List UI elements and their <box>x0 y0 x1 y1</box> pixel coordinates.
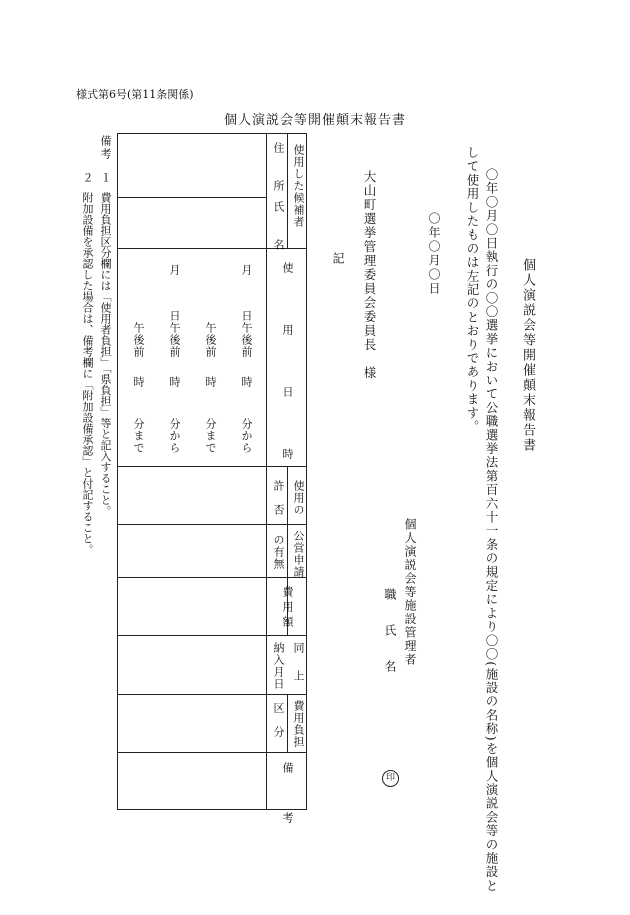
minute-label: 分まで <box>204 418 217 454</box>
body-paragraph-line2: して使用したものは左記のとおりであります。 <box>465 146 480 434</box>
cost-amount-label: 費用額 <box>281 586 294 631</box>
payment-label-b: 納入月日 <box>272 642 285 690</box>
column-divider <box>266 134 267 809</box>
report-date: 〇年〇月〇日 <box>427 212 441 296</box>
document-title: 個人演説会等開催顛末報告書 <box>223 113 406 128</box>
cost-burden-label-b: 区 分 <box>272 702 285 738</box>
hour-label: 時 <box>168 376 181 388</box>
permission-label-b: 許 否 <box>272 480 285 516</box>
name-label: 氏 名 <box>272 201 285 258</box>
usage-cell <box>192 264 228 464</box>
row-divider <box>118 752 306 753</box>
month-label: 月 <box>168 264 181 276</box>
address-label: 住 所 <box>272 142 285 199</box>
minute-label: 分まで <box>132 418 145 454</box>
cost-burden-label-a: 費用負担 <box>292 700 305 748</box>
usage-cell <box>120 264 156 464</box>
month-label: 月 <box>240 264 253 276</box>
public-application-label-a: 公営申請 <box>292 530 305 578</box>
day-label: 日 <box>168 310 181 322</box>
manager-name-label: 職 氏 名 <box>383 588 397 678</box>
row-divider <box>118 466 306 467</box>
ampm-label: 午後前 <box>204 322 217 358</box>
column-divider <box>287 134 288 248</box>
hour-label: 時 <box>204 376 217 388</box>
minute-label: 分から <box>168 418 181 454</box>
usage-date-label: 使 用 日 時 <box>281 262 294 479</box>
ampm-label: 午後前 <box>240 322 253 358</box>
day-label: 日 <box>240 310 253 322</box>
hour-label: 時 <box>240 376 253 388</box>
body-paragraph-line1: 〇年〇月〇日執行の〇〇選挙において公職選挙法第百六十一条の規定により〇〇(施設の名称)を個人演説会等の施設と <box>484 168 499 893</box>
public-application-label-b: の有無 <box>272 534 285 570</box>
row-divider <box>118 577 306 578</box>
permission-label-a: 使用の <box>292 480 305 516</box>
notes-heading: 備考 <box>99 135 112 161</box>
addressee: 大山町選挙管理委員会委員長 様 <box>362 170 377 380</box>
usage-cell <box>228 264 264 464</box>
ampm-label: 午後前 <box>168 322 181 358</box>
row-divider <box>118 197 267 198</box>
hour-label: 時 <box>132 376 145 388</box>
note-1-text: 費用負担区分欄には「使用者負担」「県負担」等と記入すること。 <box>99 192 112 517</box>
ampm-label: 午後前 <box>132 322 145 358</box>
form-number: 様式第6号(第11条関係) <box>76 88 194 101</box>
candidate-group-label: 使用した候補者 <box>292 144 305 228</box>
usage-cell <box>156 264 192 464</box>
column-divider <box>287 694 288 752</box>
note-2-text: 附加設備を承認した場合は、備考欄に「附加設備承認」と付記すること。 <box>81 192 94 555</box>
minute-label: 分から <box>240 418 253 454</box>
row-divider <box>118 694 306 695</box>
row-divider <box>118 524 306 525</box>
note-1-number: １ <box>99 172 112 183</box>
remarks-label: 備 考 <box>281 762 294 837</box>
payment-label-a: 同 上 <box>292 642 305 684</box>
usage-table <box>117 133 307 837</box>
note-2-number: ２ <box>81 172 94 183</box>
ki-label: 記 <box>331 252 345 264</box>
row-divider <box>118 635 306 636</box>
manager-title: 個人演説会等施設管理者 <box>403 518 417 667</box>
body-title: 個人演説会等開催顛末報告書 <box>520 258 535 453</box>
seal-mark: 印 <box>382 770 399 787</box>
